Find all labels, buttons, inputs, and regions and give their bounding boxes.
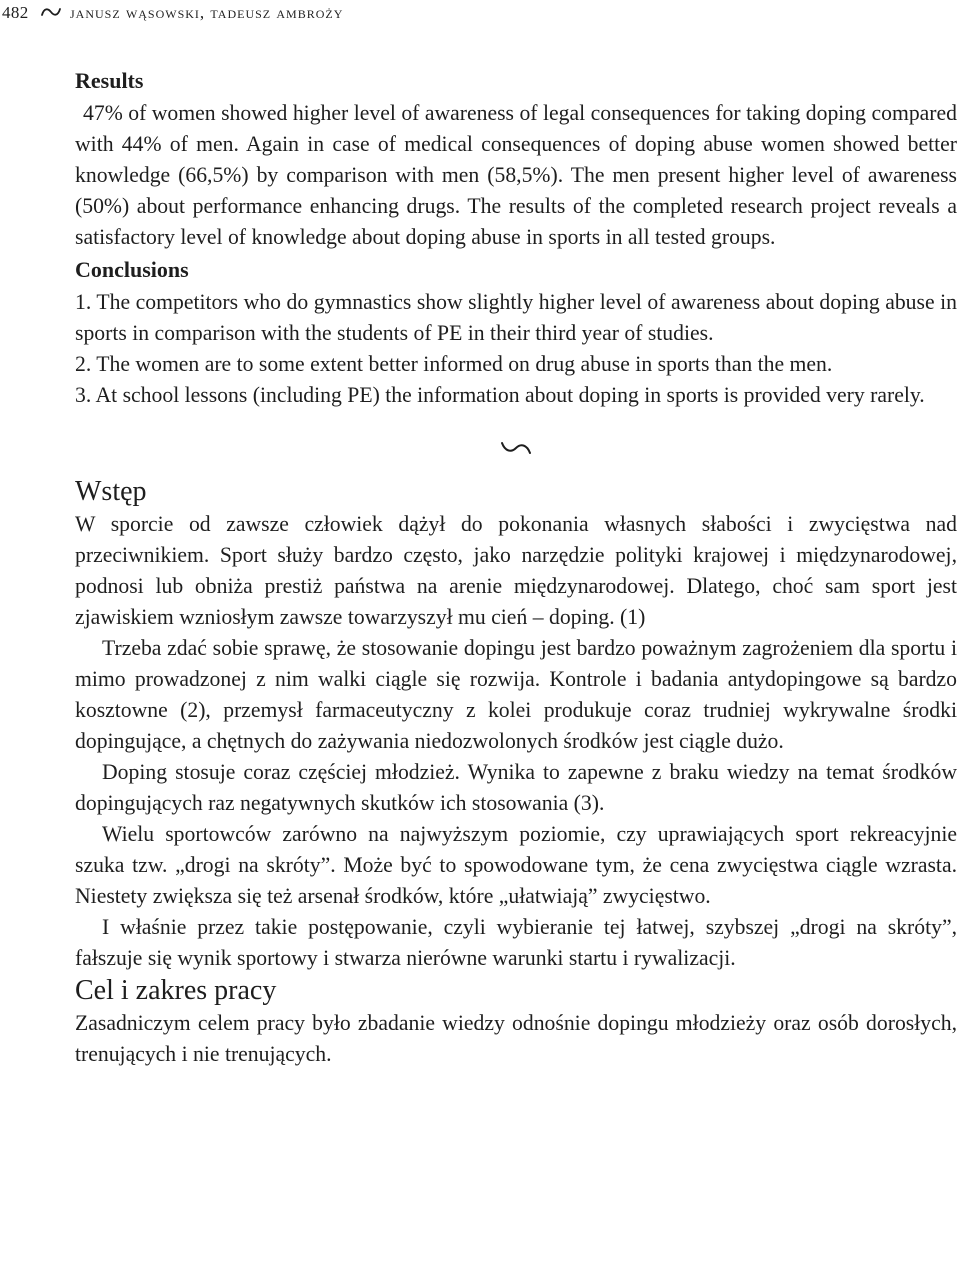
section-divider-ornament-icon: [75, 435, 957, 475]
results-paragraph: 47% of women showed higher level of awareness of legal consequences for taking doping compared with 44% of men. Again in case of medical consequences of doping abuse women showed better knowledge (66,5%) by comparison with men (58,5%). The men present higher level of awareness (50%) about performance enhancing drugs. The results of the completed research project reveals a satisfactory level of knowledge about doping abuse in sports in all tested groups.: [75, 101, 957, 249]
cel-heading: Cel i zakres pracy: [75, 975, 277, 1006]
conclusion-item: 1. The competitors who do gymnastics show slightly higher level of awareness about doping abuse in sports in comparison with the students of PE in their third year of studies.: [75, 290, 957, 345]
running-head: [2, 3, 343, 23]
page-number: 482: [2, 3, 29, 22]
conclusion-item: 3. At school lessons (including PE) the information about doping in sports is provided very rarely.: [75, 383, 925, 407]
wstep-paragraph: Wielu sportowców zarówno na najwyższym poziomie, czy uprawiających sport rekreacyjnie szuka tzw. „drogi na skróty”. Może być to spowodowane tym, że cena zwycięstwa ciągle wzrasta. Niestety zwiększa się też arsenał środków, które „ułatwiają” zwycięstwo.: [75, 822, 957, 908]
wstep-heading: Wstęp: [75, 476, 147, 507]
conclusion-item: 2. The women are to some extent better informed on drug abuse in sports than the men.: [75, 352, 833, 376]
cel-paragraph: Zasadniczym celem pracy było zbadanie wiedzy odnośnie dopingu młodzieży oraz osób dorosłych, trenujących i nie trenujących.: [75, 1011, 957, 1066]
swash-ornament-icon: [40, 3, 62, 23]
wstep-paragraph: W sporcie od zawsze człowiek dążył do pokonania własnych słabości i zwycięstwa nad przeciwnikiem. Sport służy bardzo często, jako narzędzie polityki krajowej i międzynarodowej, podnosi lub obniża prestiż państwa na arenie międzynarodowej. Dlatego, choć sam sport jest zjawiskiem wzniosłym zawsze towarzyszył mu cień – doping. (1): [75, 512, 957, 629]
wstep-paragraph: Trzeba zdać sobie sprawę, że stosowanie dopingu jest bardzo poważnym zagrożeniem dla sportu i mimo prowadzonej z nim walki ciągle się rozwija. Kontrole i badania antydopingowe są bardzo kosztowne (2), przemysł farmaceutyczny z kolei produkuje coraz trudniej wykrywalne środki dopingujące, a chętnych do zażywania niedozwolonych środków jest ciągle dużo.: [75, 636, 957, 753]
wstep-paragraph: I właśnie przez takie postępowanie, czyli wybieranie tej łatwej, szybszej „drogi na skróty”, fałszuje się wynik sportowy i stwarza nierówne warunki startu i rywalizacji.: [75, 915, 957, 970]
conclusions-heading: Conclusions: [75, 257, 189, 282]
results-heading: Results: [75, 68, 144, 93]
wstep-paragraph: Doping stosuje coraz częściej młodzież. Wynika to zapewne z braku wiedzy na temat środków dopingujących raz negatywnych skutków ich stosowania (3).: [75, 760, 957, 815]
article-body: [75, 64, 957, 1070]
running-head-authors: janusz wąsowski, tadeusz ambroży: [70, 3, 344, 22]
